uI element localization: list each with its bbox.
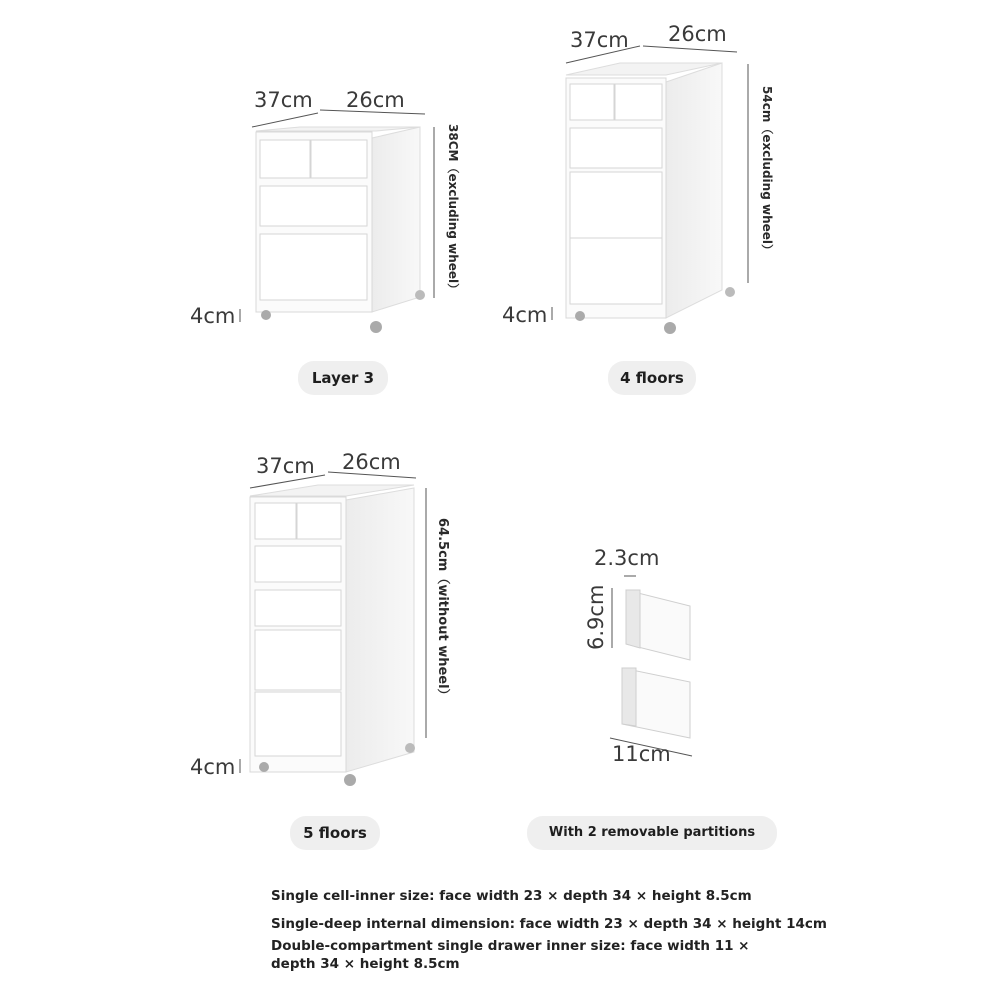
layer3-width-label: 26cm (346, 88, 405, 112)
floors4-depth-label: 37cm (570, 28, 629, 52)
cabinet-4-floors (552, 46, 748, 334)
floors5-wheel-label: 4cm (190, 755, 236, 779)
spec-line-single-deep: Single-deep internal dimension: face width 23 × depth 34 × height 14cm (271, 916, 827, 932)
partition-width-label: 11cm (612, 742, 671, 766)
layer3-height-label: 38CM（excluding wheel） (446, 124, 460, 296)
spec-line-double-compartment-cont: depth 34 × height 8.5cm (271, 956, 460, 972)
floors5-depth-label: 37cm (256, 454, 315, 478)
cabinet-5-floors (240, 472, 426, 786)
partition-pieces (610, 576, 692, 756)
layer3-depth-label: 37cm (254, 88, 313, 112)
floors5-height-label: 64.5cm（without wheel） (435, 518, 450, 702)
partitions-option-label: With 2 removable partitions (527, 816, 777, 850)
floors4-width-label: 26cm (668, 22, 727, 46)
cabinet-3-layer (240, 110, 434, 333)
layer3-wheel-label: 4cm (190, 304, 236, 328)
spec-line-single-cell: Single cell-inner size: face width 23 × depth 34 × height 8.5cm (271, 888, 752, 904)
partition-height-label: 6.9cm (584, 584, 608, 650)
floors4-wheel-label: 4cm (502, 303, 548, 327)
floors4-option-label: 4 floors (608, 361, 696, 395)
floors5-width-label: 26cm (342, 450, 401, 474)
floors5-option-label: 5 floors (290, 816, 380, 850)
floors4-height-label: 54cm（excluding wheel） (760, 86, 774, 256)
spec-line-double-compartment: Double-compartment single drawer inner size: face width 11 × (271, 938, 750, 954)
partition-thickness-label: 2.3cm (594, 546, 660, 570)
layer3-option-label: Layer 3 (298, 361, 388, 395)
